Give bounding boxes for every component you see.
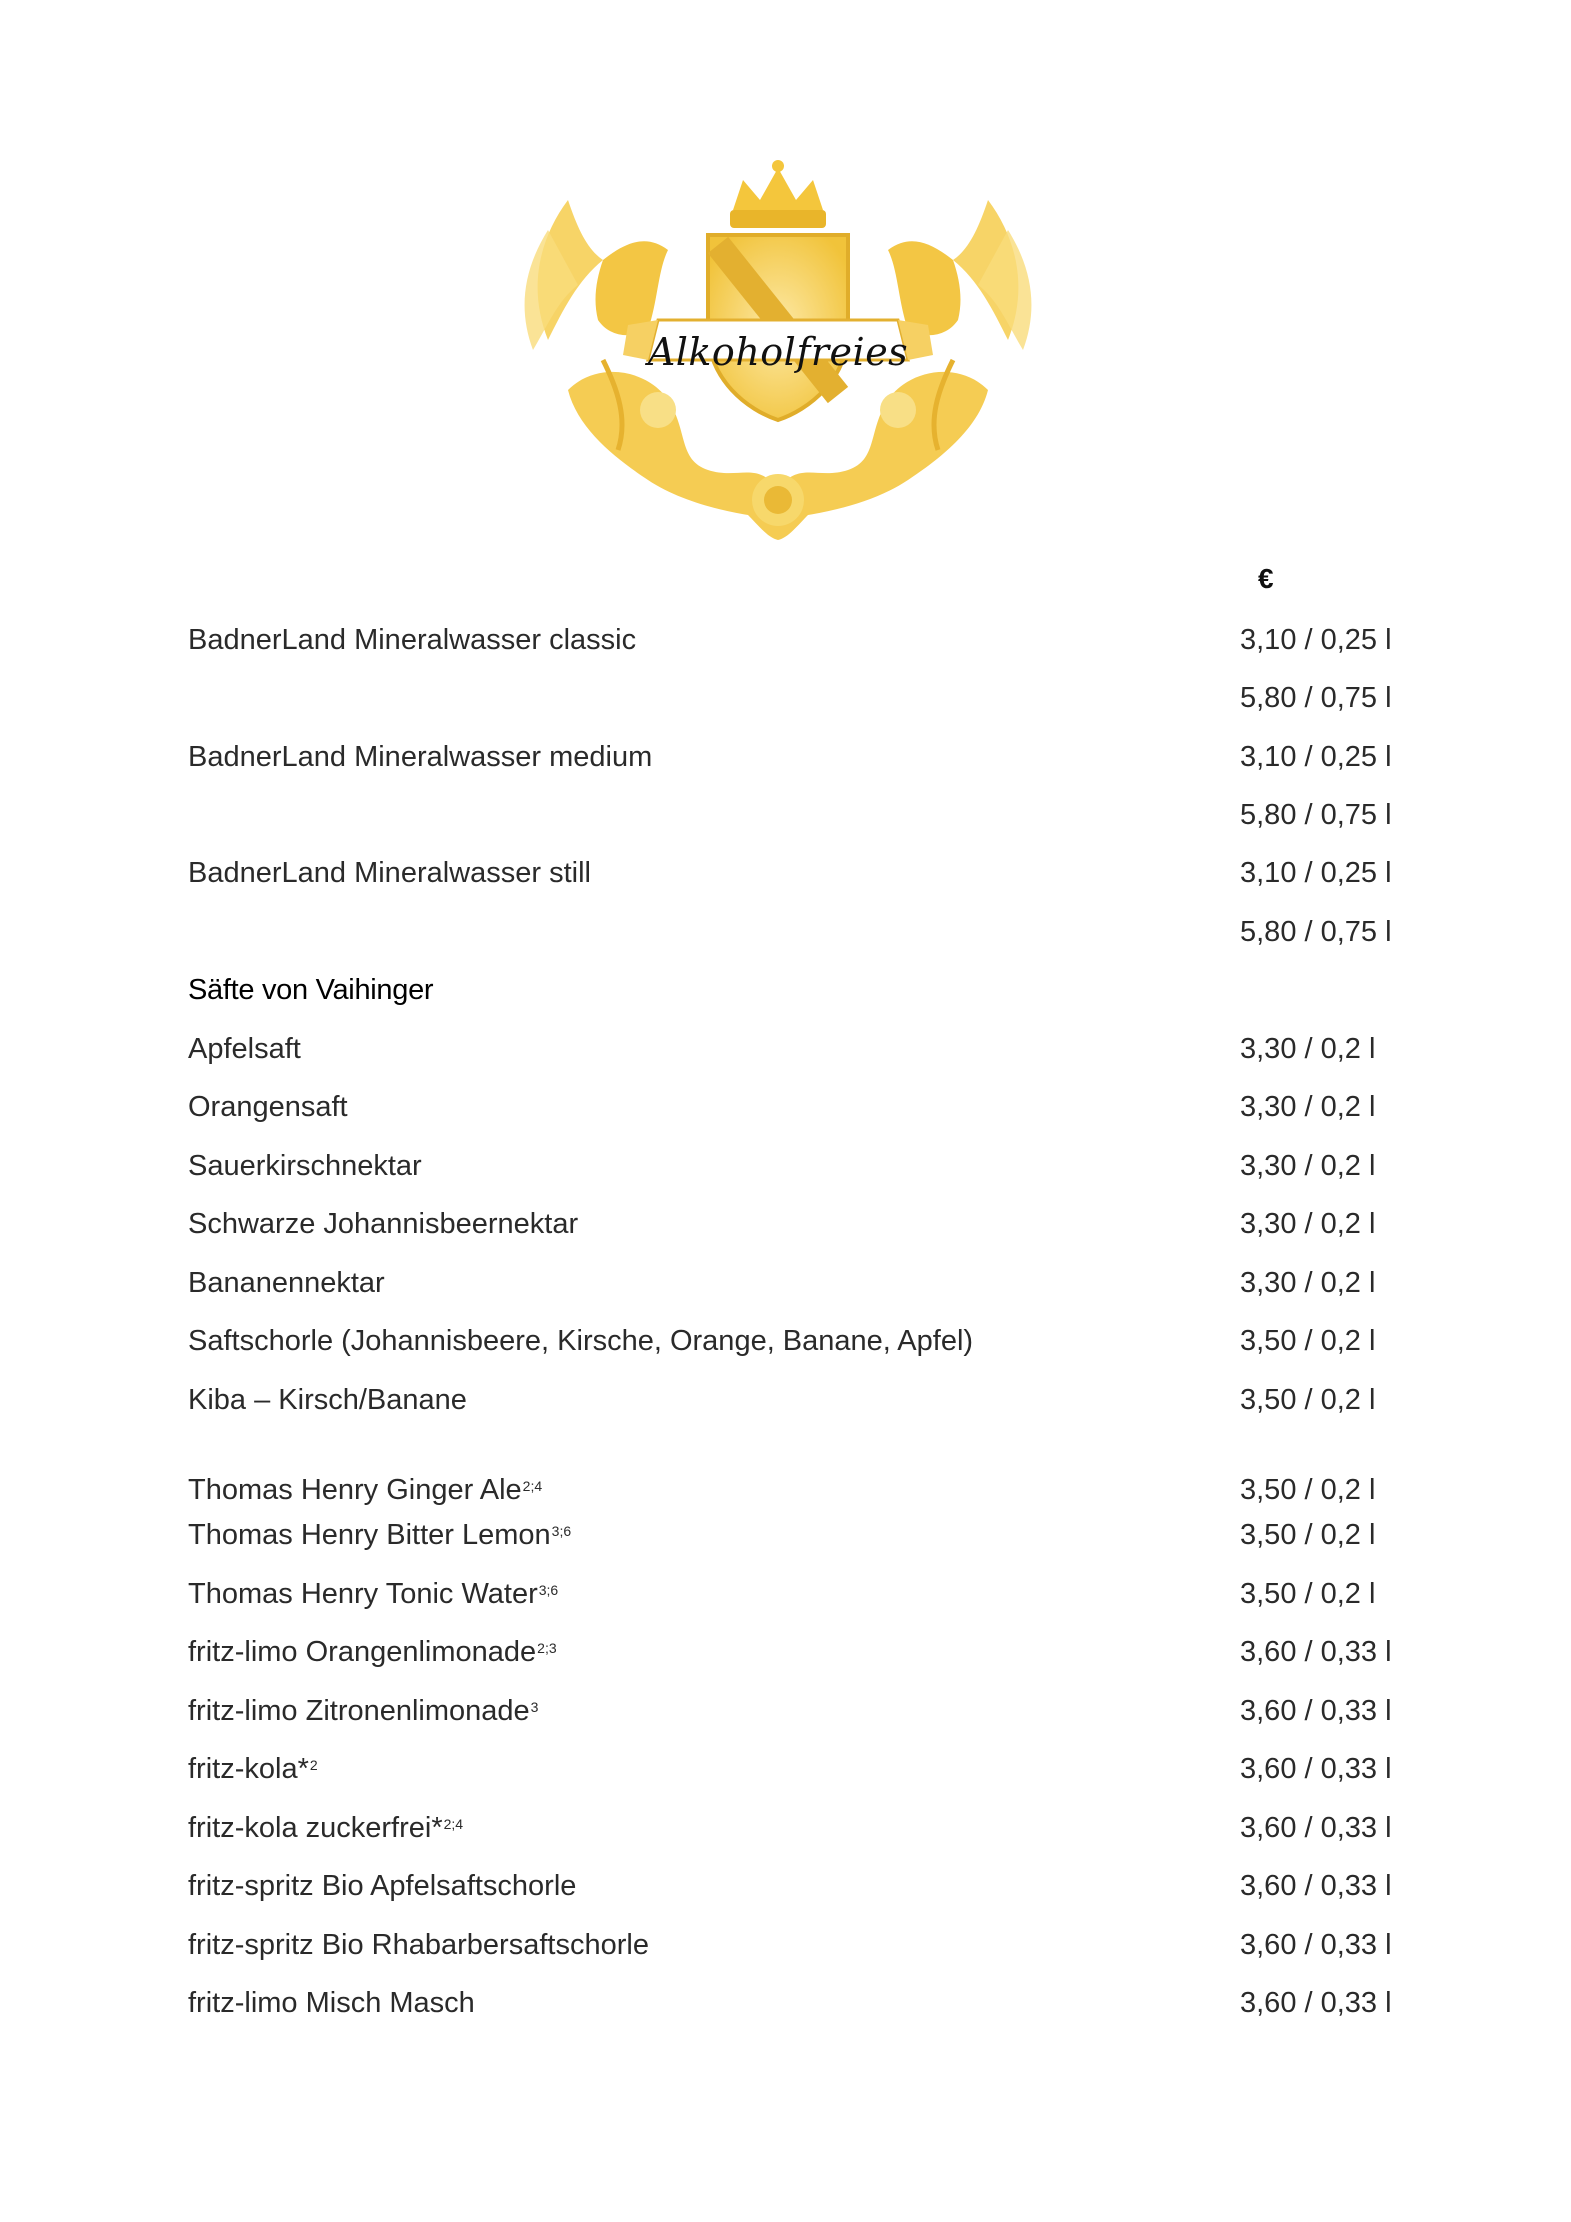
item-price: 3,50 / 0,2 l bbox=[1240, 1474, 1376, 1506]
item-price: 3,60 / 0,33 l bbox=[1240, 1987, 1392, 2019]
allergen-note: 3 bbox=[530, 1699, 539, 1715]
item-name: fritz-spritz Bio Apfelsaftschorle bbox=[188, 1870, 577, 1902]
item-name: Sauerkirschnektar bbox=[188, 1150, 422, 1182]
item-price: 3,60 / 0,33 l bbox=[1240, 1870, 1392, 1902]
item-name: Orangensaft bbox=[188, 1091, 348, 1123]
crest-title: Alkoholfreies bbox=[647, 330, 909, 374]
menu-item bbox=[188, 620, 1392, 660]
menu-item bbox=[188, 1574, 1388, 1614]
menu-item bbox=[188, 1749, 1392, 1789]
menu-item bbox=[188, 737, 1392, 777]
item-price: 5,80 / 0,75 l bbox=[1240, 916, 1392, 948]
menu-item-price-row bbox=[188, 912, 1392, 952]
item-name: BadnerLand Mineralwasser medium bbox=[188, 741, 653, 773]
menu-item bbox=[188, 1925, 1392, 1965]
item-price: 3,30 / 0,2 l bbox=[1240, 1208, 1376, 1240]
allergen-note: 3;6 bbox=[538, 1582, 559, 1598]
item-name: fritz-limo Orangenlimonade$^{2;3}$ bbox=[188, 1636, 557, 1668]
item-price: 5,80 / 0,75 l bbox=[1240, 799, 1392, 831]
item-price: 3,60 / 0,33 l bbox=[1240, 1695, 1392, 1727]
item-name: Saftschorle (Johannisbeere, Kirsche, Orange, Banane, Apfel) bbox=[188, 1325, 974, 1357]
item-name: fritz-limo Zitronenlimonade$^3$ bbox=[188, 1695, 539, 1727]
item-name: Bananennektar bbox=[188, 1267, 385, 1299]
item-price: 3,60 / 0,33 l bbox=[1240, 1753, 1392, 1785]
menu-item bbox=[188, 1866, 1392, 1906]
item-price: 3,50 / 0,2 l bbox=[1240, 1519, 1376, 1551]
menu-item bbox=[188, 1983, 1392, 2023]
item-name: Kiba – Kirsch/Banane bbox=[188, 1384, 467, 1416]
item-name: fritz-spritz Bio Rhabarbersaftschorle bbox=[188, 1929, 649, 1961]
item-name: Schwarze Johannisbeernektar bbox=[188, 1208, 579, 1240]
item-price: 3,50 / 0,2 l bbox=[1240, 1325, 1376, 1357]
menu-item bbox=[188, 1632, 1392, 1672]
item-price: 3,10 / 0,25 l bbox=[1240, 624, 1392, 656]
allergen-note: 2 bbox=[309, 1757, 318, 1773]
menu-item bbox=[188, 1029, 1388, 1069]
menu-item bbox=[188, 1321, 1388, 1361]
item-price: 3,50 / 0,2 l bbox=[1240, 1384, 1376, 1416]
item-price: 3,30 / 0,2 l bbox=[1240, 1267, 1376, 1299]
item-name: fritz-kola*$^2$ bbox=[188, 1753, 318, 1785]
allergen-note: 2;3 bbox=[537, 1640, 557, 1656]
allergen-note: 2;4 bbox=[522, 1478, 543, 1494]
item-name: Thomas Henry Ginger Ale$^{2;4}$ bbox=[188, 1474, 543, 1506]
item-price: 3,60 / 0,33 l bbox=[1240, 1929, 1392, 1961]
item-name: Apfelsaft bbox=[188, 1033, 301, 1065]
section-heading-juices: Säfte von Vaihinger bbox=[188, 974, 434, 1006]
item-price: 3,30 / 0,2 l bbox=[1240, 1150, 1376, 1182]
menu-item bbox=[188, 1204, 1388, 1244]
menu-item bbox=[188, 1380, 1388, 1420]
item-name: fritz-limo Misch Masch bbox=[188, 1987, 475, 2019]
allergen-note: 2;4 bbox=[443, 1816, 464, 1832]
menu-item bbox=[188, 1515, 1388, 1555]
menu-item bbox=[188, 1146, 1388, 1186]
item-name: Thomas Henry Tonic Water$^{3;6}$ bbox=[188, 1578, 559, 1610]
menu-item bbox=[188, 1470, 1388, 1510]
item-price: 3,50 / 0,2 l bbox=[1240, 1578, 1376, 1610]
item-price: 3,30 / 0,2 l bbox=[1240, 1033, 1376, 1065]
menu-item-price-row bbox=[188, 678, 1392, 718]
item-price: 3,10 / 0,25 l bbox=[1240, 741, 1392, 773]
item-price: 3,60 / 0,33 l bbox=[1240, 1636, 1392, 1668]
currency-symbol: € bbox=[1258, 563, 1274, 594]
item-price: 3,10 / 0,25 l bbox=[1240, 857, 1392, 889]
menu-item bbox=[188, 1263, 1388, 1303]
crest bbox=[508, 160, 1048, 540]
menu-item bbox=[188, 1808, 1392, 1848]
menu-item bbox=[188, 1691, 1392, 1731]
menu-item-price-row bbox=[188, 795, 1392, 835]
item-price: 3,30 / 0,2 l bbox=[1240, 1091, 1376, 1123]
item-price: 5,80 / 0,75 l bbox=[1240, 682, 1392, 714]
item-name: Thomas Henry Bitter Lemon$^{3;6}$ bbox=[188, 1519, 572, 1551]
item-name: BadnerLand Mineralwasser still bbox=[188, 857, 591, 889]
item-price: 3,60 / 0,33 l bbox=[1240, 1812, 1392, 1844]
item-name: BadnerLand Mineralwasser classic bbox=[188, 624, 637, 656]
allergen-note: 3;6 bbox=[551, 1523, 572, 1539]
menu-item bbox=[188, 853, 1392, 893]
menu-item bbox=[188, 1087, 1388, 1127]
item-name: fritz-kola zuckerfrei*$^{2;4}$ bbox=[188, 1812, 464, 1844]
